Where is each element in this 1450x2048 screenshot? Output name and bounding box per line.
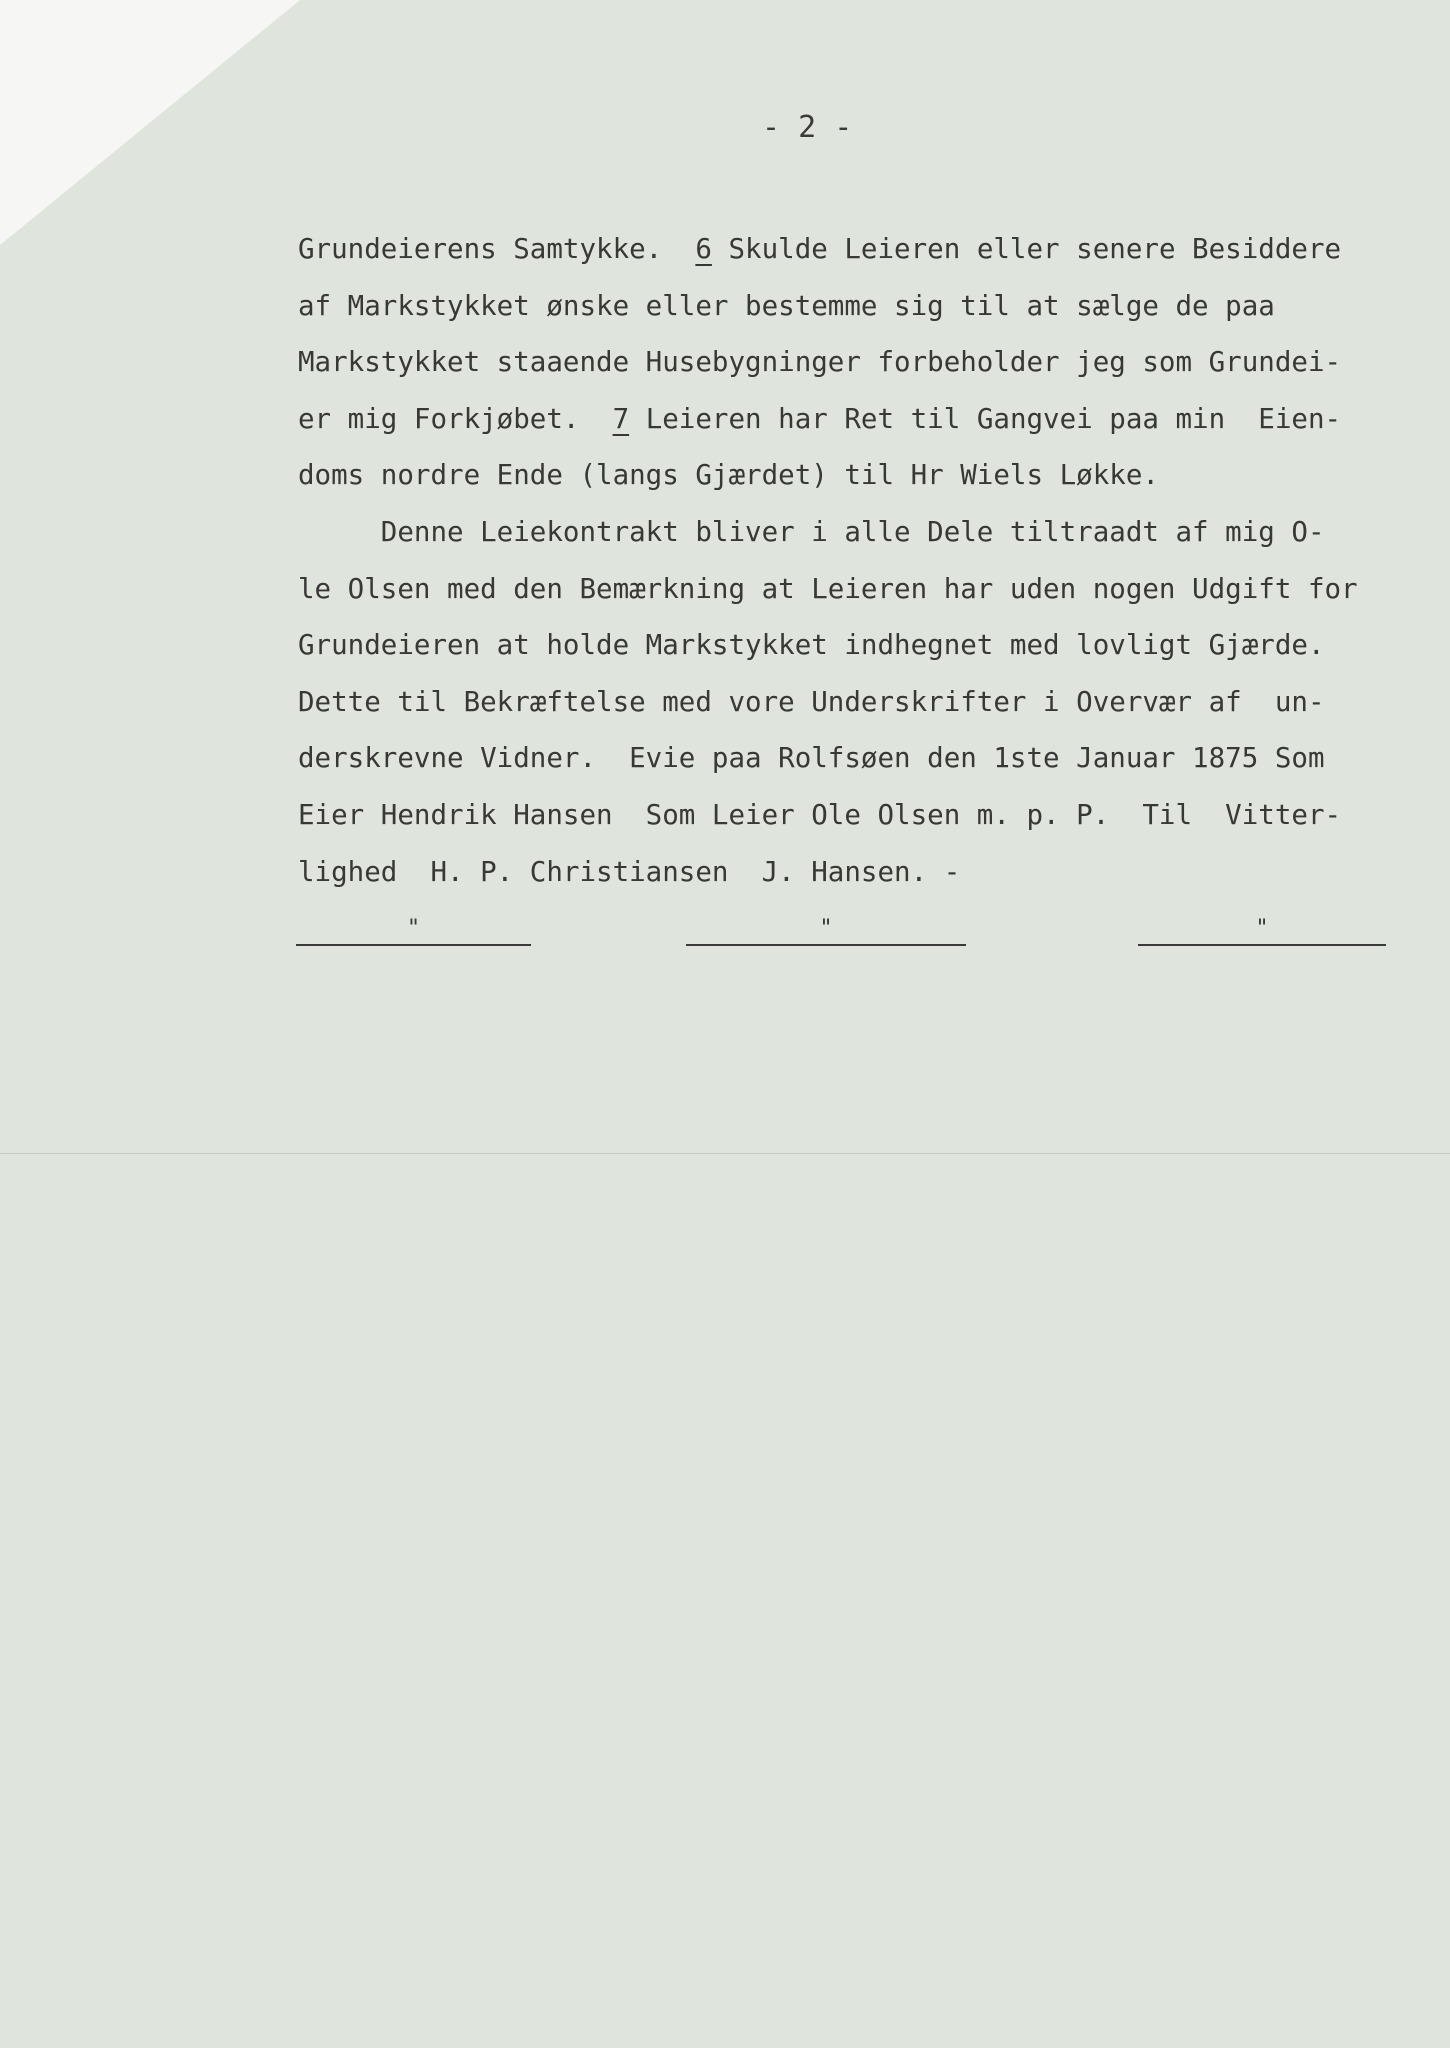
text-line: Denne Leiekontrakt bliver i alle Dele tiltraadt af mig O- [298,515,1325,548]
contract-text [298,221,1418,900]
text-line: derskrevne Vidner. Evie paa Rolfsøen den 1ste Januar 1875 Som [298,742,1325,775]
clause-number-6: 6 [695,233,712,265]
text-line: doms nordre Ende (langs Gjærdet) til Hr Wiels Løkke. [298,459,1159,492]
text-line: Markstykket staaende Husebygninger forbeholder jeg som Grundei- [298,346,1342,379]
fold-line [0,1153,1450,1154]
page-number: - 2 - [762,110,853,145]
text-line: Dette til Bekræftelse med vore Underskrifter i Overvær af un- [298,685,1325,718]
ditto-mark: " [819,916,833,941]
text-line: lighed H. P. Christiansen J. Hansen. - [298,855,961,888]
text-line: er mig Forkjøbet. 7 Leieren har Ret til Gangvei paa min Eien- [298,402,1342,435]
text-line: Eier Hendrik Hansen Som Leier Ole Olsen m. p. P. Til Vitter- [298,798,1342,831]
ditto-line-right [1138,918,1386,946]
text-line: le Olsen med den Bemærkning at Leieren har uden nogen Udgift for [298,572,1358,605]
ditto-line-center [686,918,966,946]
ditto-mark: " [1255,916,1269,941]
ditto-line-left [296,918,531,946]
text-line: Grundeieren at holde Markstykket indhegnet med lovligt Gjærde. [298,629,1325,662]
clause-number-7: 7 [612,402,630,435]
text-line: af Markstykket ønske eller bestemme sig til at sælge de paa [298,289,1275,322]
text-line: Grundeierens Samtykke. 6 Skulde Leieren eller senere Besiddere [298,233,1342,265]
ditto-mark: " [406,916,421,941]
